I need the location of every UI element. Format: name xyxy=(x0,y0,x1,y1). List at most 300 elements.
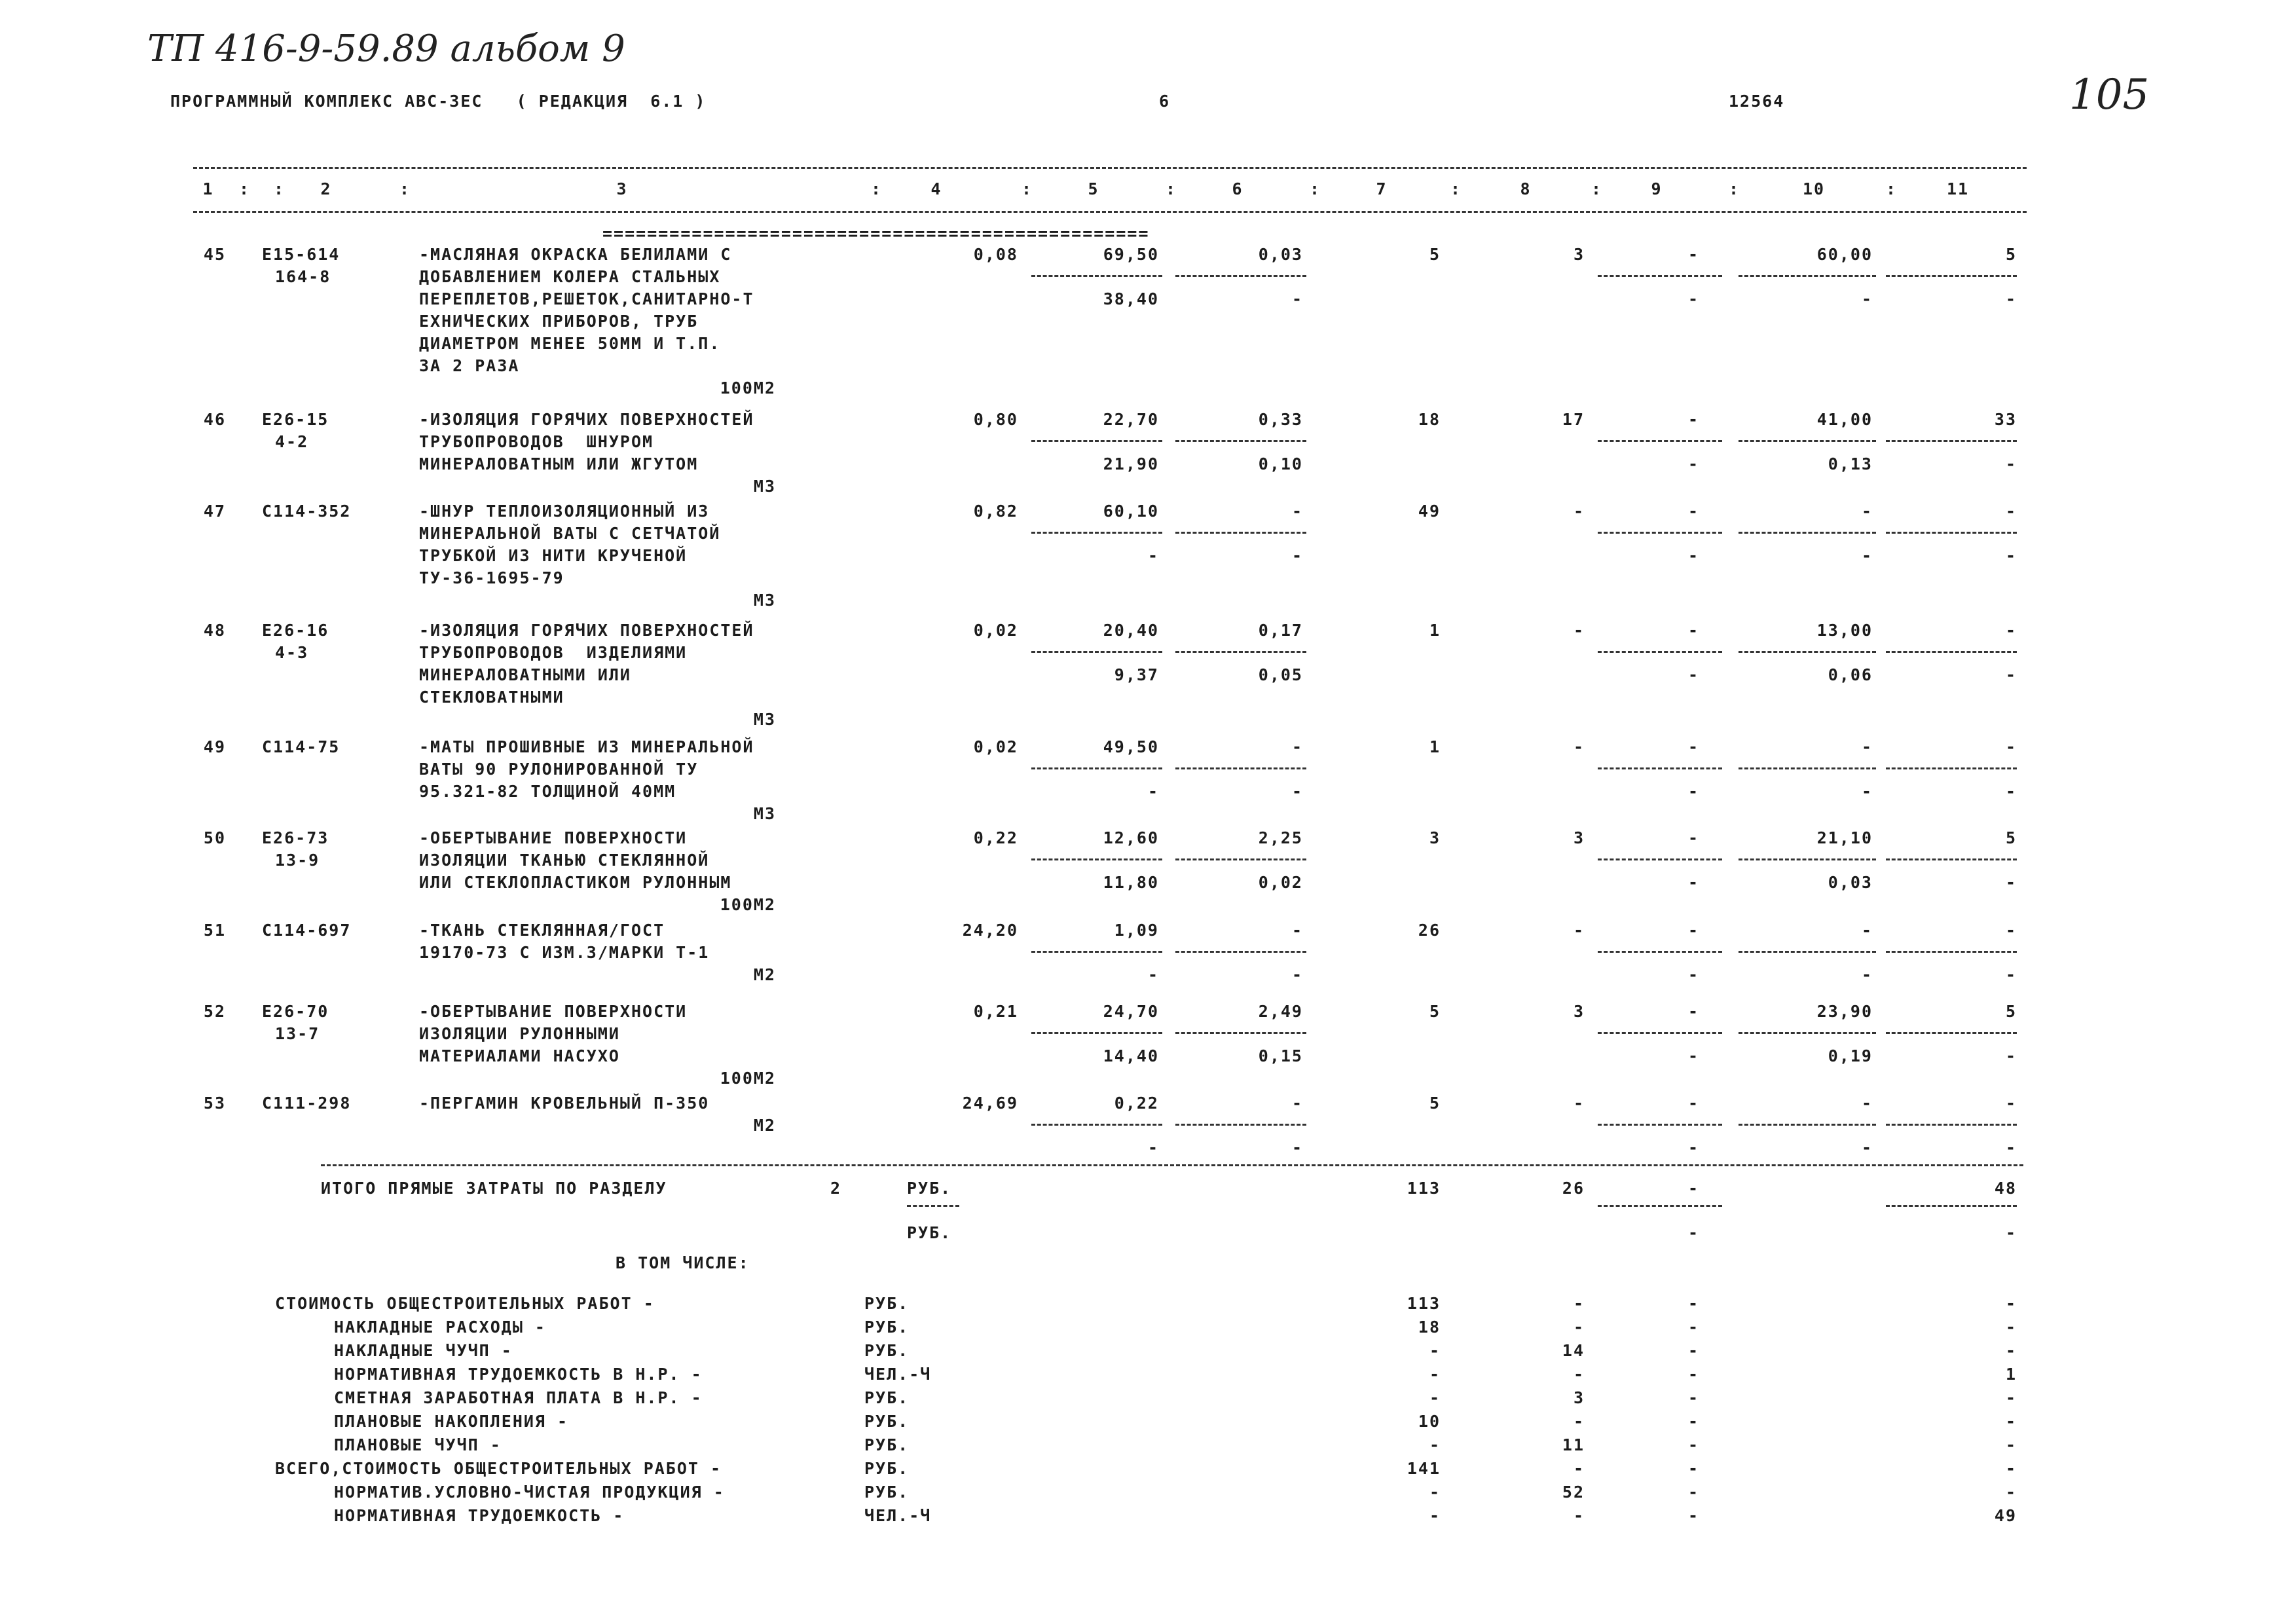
row-description-line: ТРУБОПРОВОДОВ ИЗДЕЛИЯМИ xyxy=(419,643,688,662)
row-number: 52 xyxy=(203,1002,226,1021)
breakdown-label: НОРМАТИВНАЯ ТРУДОЕМКОСТЬ - xyxy=(334,1506,625,1525)
row-col6: 2,49 xyxy=(1258,1002,1303,1021)
breakdown-col11: - xyxy=(2005,1483,2017,1502)
row-col10-wages: 0,19 xyxy=(1828,1046,1873,1065)
subline xyxy=(1031,1032,1162,1034)
breakdown-col7: 18 xyxy=(1418,1318,1441,1337)
row-col6-wages: - xyxy=(1291,289,1303,308)
row-number: 51 xyxy=(203,921,226,940)
subline xyxy=(1031,275,1162,277)
subline xyxy=(1886,532,2017,534)
row-col9-wages: - xyxy=(1687,454,1699,473)
column-header-5: 5 xyxy=(1088,179,1099,198)
row-col6: 0,33 xyxy=(1258,410,1303,429)
row-col10: 23,90 xyxy=(1816,1002,1873,1021)
row-unit-cost: 49,50 xyxy=(1103,737,1159,756)
row-col6: - xyxy=(1291,502,1303,521)
row-col7: 5 xyxy=(1429,1094,1441,1113)
breakdown-col8: - xyxy=(1573,1294,1585,1313)
subline xyxy=(1598,532,1722,534)
row-unit: 100М2 xyxy=(720,1069,776,1088)
row-description-line: ТУ-36-1695-79 xyxy=(419,568,564,587)
column-header-3: 3 xyxy=(616,179,628,198)
sheet-number: 6 xyxy=(1159,92,1171,111)
breakdown-unit: РУБ. xyxy=(864,1294,910,1313)
column-separator: : xyxy=(1166,179,1177,198)
row-quantity: 24,69 xyxy=(962,1094,1018,1113)
breakdown-col9: - xyxy=(1687,1294,1699,1313)
row-col8: 3 xyxy=(1573,1002,1585,1021)
row-description-line: ТРУБОПРОВОДОВ ШНУРОМ xyxy=(419,432,654,451)
subline xyxy=(1175,767,1306,769)
breakdown-col11: - xyxy=(2005,1459,2017,1478)
row-col11-wages: - xyxy=(2005,665,2017,684)
row-unit: М3 xyxy=(753,477,776,496)
row-col11: 5 xyxy=(2005,828,2017,847)
row-description-line: ЗА 2 РАЗА xyxy=(419,356,520,375)
breakdown-col9: - xyxy=(1687,1412,1699,1431)
row-col9-wages: - xyxy=(1687,1046,1699,1065)
row-col8: 17 xyxy=(1562,410,1585,429)
row-col7: 49 xyxy=(1418,502,1441,521)
breakdown-col8: - xyxy=(1573,1459,1585,1478)
row-description-line: -ТКАНЬ СТЕКЛЯННАЯ/ГОСТ xyxy=(419,921,665,940)
row-number: 47 xyxy=(203,502,226,521)
subline xyxy=(1031,858,1162,860)
breakdown-label: НОРМАТИВНАЯ ТРУДОЕМКОСТЬ В Н.Р. - xyxy=(334,1365,703,1384)
row-col11-wages: - xyxy=(2005,454,2017,473)
row-code: С114-697 xyxy=(262,921,352,940)
subline xyxy=(1175,858,1306,860)
row-description-line: -ОБЕРТЫВАНИЕ ПОВЕРХНОСТИ xyxy=(419,828,688,847)
row-col8: - xyxy=(1573,737,1585,756)
breakdown-col7: - xyxy=(1429,1388,1441,1407)
breakdown-unit: РУБ. xyxy=(864,1341,910,1360)
column-header-2: 2 xyxy=(320,179,332,198)
row-description-line: -ШНУР ТЕПЛОИЗОЛЯЦИОННЫЙ ИЗ xyxy=(419,502,710,521)
subline xyxy=(1175,532,1306,534)
row-number: 48 xyxy=(203,621,226,640)
row-description-line: -МАТЫ ПРОШИВНЫЕ ИЗ МИНЕРАЛЬНОЙ xyxy=(419,737,754,756)
breakdown-col9: - xyxy=(1687,1388,1699,1407)
row-code-secondary: 4-2 xyxy=(275,432,309,451)
row-col6-wages: - xyxy=(1291,965,1303,984)
row-col7: 18 xyxy=(1418,410,1441,429)
totals-label: ИТОГО ПРЯМЫЕ ЗАТРАТЫ ПО РАЗДЕЛУ xyxy=(321,1179,667,1198)
breakdown-label: СТОИМОСТЬ ОБЩЕСТРОИТЕЛЬНЫХ РАБОТ - xyxy=(275,1294,655,1313)
row-col6-wages: 0,05 xyxy=(1258,665,1303,684)
row-col10-wages: - xyxy=(1861,782,1873,801)
row-code: Е15-614 xyxy=(262,245,340,264)
row-unit-cost-wages: - xyxy=(1147,965,1159,984)
column-separator: : xyxy=(1310,179,1321,198)
row-quantity: 24,20 xyxy=(962,921,1018,940)
row-col8: - xyxy=(1573,502,1585,521)
breakdown-col8: 3 xyxy=(1573,1388,1585,1407)
row-col10-wages: 0,13 xyxy=(1828,454,1873,473)
row-col10: - xyxy=(1861,502,1873,521)
row-unit-cost-wages: 38,40 xyxy=(1103,289,1159,308)
row-description-line: ДОБАВЛЕНИЕМ КОЛЕРА СТАЛЬНЫХ xyxy=(419,267,721,286)
subline xyxy=(1886,651,2017,653)
column-header-6: 6 xyxy=(1232,179,1243,198)
subline xyxy=(1886,275,2017,277)
row-unit: М2 xyxy=(753,965,776,984)
row-quantity: 0,02 xyxy=(973,737,1018,756)
breakdown-col11: - xyxy=(2005,1341,2017,1360)
row-code: С111-298 xyxy=(262,1094,352,1113)
breakdown-col9: - xyxy=(1687,1506,1699,1525)
subline xyxy=(1175,951,1306,953)
row-col10: 41,00 xyxy=(1816,410,1873,429)
row-number: 50 xyxy=(203,828,226,847)
row-col9-wages: - xyxy=(1687,873,1699,892)
breakdown-label: НАКЛАДНЫЕ РАСХОДЫ - xyxy=(334,1318,546,1337)
row-quantity: 0,80 xyxy=(973,410,1018,429)
column-separator: : xyxy=(274,179,285,198)
row-col11: - xyxy=(2005,1094,2017,1113)
equals-separator: ================================================= xyxy=(602,224,1150,243)
row-col11-wages: - xyxy=(2005,1138,2017,1157)
column-header-1: 1 xyxy=(202,179,214,198)
row-unit-cost-wages: - xyxy=(1147,546,1159,565)
breakdown-label: СМЕТНАЯ ЗАРАБОТНАЯ ПЛАТА В Н.Р. - xyxy=(334,1388,703,1407)
row-unit-cost: 60,10 xyxy=(1103,502,1159,521)
row-unit-cost: 0,22 xyxy=(1114,1094,1159,1113)
row-description-line: МАТЕРИАЛАМИ НАСУХО xyxy=(419,1046,620,1065)
row-col10: 21,10 xyxy=(1816,828,1873,847)
row-code: Е26-16 xyxy=(262,621,329,640)
breakdown-col8: - xyxy=(1573,1318,1585,1337)
row-col11-wages: - xyxy=(2005,782,2017,801)
subline xyxy=(1598,951,1722,953)
row-unit-cost-wages: 14,40 xyxy=(1103,1046,1159,1065)
subline xyxy=(1739,440,1876,442)
row-col8: - xyxy=(1573,1094,1585,1113)
handwritten-page-number: 105 xyxy=(2069,71,2150,119)
breakdown-col8: 14 xyxy=(1562,1341,1585,1360)
totals-subline xyxy=(1886,1205,2017,1207)
row-col8: - xyxy=(1573,621,1585,640)
row-unit-cost: 20,40 xyxy=(1103,621,1159,640)
header-rule-top xyxy=(193,167,2027,169)
subline xyxy=(1598,651,1722,653)
row-code: Е26-73 xyxy=(262,828,329,847)
subline xyxy=(1598,440,1722,442)
subline xyxy=(1739,951,1876,953)
row-col7: 1 xyxy=(1429,737,1441,756)
breakdown-col11: 49 xyxy=(1994,1506,2017,1525)
subline xyxy=(1739,275,1876,277)
handwritten-album-code: ТП 416-9-59.89 альбом 9 xyxy=(147,28,625,70)
breakdown-col7: - xyxy=(1429,1365,1441,1384)
row-description-line: МИНЕРАЛОВАТНЫМ ИЛИ ЖГУТОМ xyxy=(419,454,699,473)
row-code-secondary: 13-9 xyxy=(275,851,320,870)
row-description-line: -ИЗОЛЯЦИЯ ГОРЯЧИХ ПОВЕРХНОСТЕЙ xyxy=(419,621,754,640)
breakdown-col11: - xyxy=(2005,1435,2017,1454)
row-col11: - xyxy=(2005,737,2017,756)
row-unit-cost-wages: 11,80 xyxy=(1103,873,1159,892)
subline xyxy=(1031,440,1162,442)
breakdown-col8: 52 xyxy=(1562,1483,1585,1502)
row-code: С114-352 xyxy=(262,502,352,521)
row-description-line: ДИАМЕТРОМ МЕНЕЕ 50ММ И Т.П. xyxy=(419,334,721,353)
row-col6: 0,17 xyxy=(1258,621,1303,640)
row-col11-wages: - xyxy=(2005,546,2017,565)
breakdown-col9: - xyxy=(1687,1459,1699,1478)
row-description-line: МИНЕРАЛОВАТНЫМИ ИЛИ xyxy=(419,665,631,684)
breakdown-unit: ЧЕЛ.-Ч xyxy=(864,1365,932,1384)
row-col9-wages: - xyxy=(1687,965,1699,984)
row-col9: - xyxy=(1687,245,1699,264)
document-number: 12564 xyxy=(1729,92,1785,111)
subline xyxy=(1598,767,1722,769)
row-description-line: -ПЕРГАМИН КРОВЕЛЬНЫЙ П-350 xyxy=(419,1094,710,1113)
row-description-line: ПЕРЕПЛЕТОВ,РЕШЕТОК,САНИТАРНО-Т xyxy=(419,289,754,308)
row-col10-wages: - xyxy=(1861,289,1873,308)
subline xyxy=(1739,1032,1876,1034)
subline xyxy=(1886,858,2017,860)
row-col10: - xyxy=(1861,737,1873,756)
breakdown-col8: - xyxy=(1573,1365,1585,1384)
row-col9-wages: - xyxy=(1687,782,1699,801)
row-col6: 2,25 xyxy=(1258,828,1303,847)
subline xyxy=(1739,767,1876,769)
breakdown-unit: ЧЕЛ.-Ч xyxy=(864,1506,932,1525)
row-quantity: 0,02 xyxy=(973,621,1018,640)
row-description-line: 19170-73 С ИЗМ.3/МАРКИ Т-1 xyxy=(419,943,710,962)
row-unit-cost: 22,70 xyxy=(1103,410,1159,429)
breakdown-col11: 1 xyxy=(2005,1365,2017,1384)
breakdown-unit: РУБ. xyxy=(864,1318,910,1337)
subline xyxy=(1175,651,1306,653)
subline xyxy=(1175,440,1306,442)
breakdown-col9: - xyxy=(1687,1435,1699,1454)
breakdown-label: НОРМАТИВ.УСЛОВНО-ЧИСТАЯ ПРОДУКЦИЯ - xyxy=(334,1483,725,1502)
row-unit: М2 xyxy=(753,1116,776,1135)
subline xyxy=(1739,858,1876,860)
row-col11: - xyxy=(2005,621,2017,640)
row-number: 49 xyxy=(203,737,226,756)
row-unit: М3 xyxy=(753,591,776,610)
row-col9-wages: - xyxy=(1687,1138,1699,1157)
row-unit-cost-wages: - xyxy=(1147,1138,1159,1157)
totals-subline xyxy=(1598,1205,1722,1207)
row-col9: - xyxy=(1687,737,1699,756)
row-col6-wages: - xyxy=(1291,546,1303,565)
row-col9: - xyxy=(1687,1002,1699,1021)
breakdown-col9: - xyxy=(1687,1483,1699,1502)
row-col10-wages: 0,06 xyxy=(1828,665,1873,684)
row-col10-wages: 0,03 xyxy=(1828,873,1873,892)
breakdown-label: ПЛАНОВЫЕ ЧУЧП - xyxy=(334,1435,502,1454)
column-separator: : xyxy=(1729,179,1740,198)
breakdown-col8: 11 xyxy=(1562,1435,1585,1454)
breakdown-unit: РУБ. xyxy=(864,1435,910,1454)
totals-col7: 113 xyxy=(1407,1179,1441,1198)
subline xyxy=(1598,275,1722,277)
totals-col11: 48 xyxy=(1994,1179,2017,1198)
row-col11: - xyxy=(2005,921,2017,940)
totals-col8: 26 xyxy=(1562,1179,1585,1198)
header-rule-bottom xyxy=(193,211,2027,213)
subline xyxy=(1886,1124,2017,1126)
column-header-11: 11 xyxy=(1946,179,1970,198)
row-col10-wages: - xyxy=(1861,546,1873,565)
subline xyxy=(1175,275,1306,277)
totals-unit-secondary: РУБ. xyxy=(907,1223,952,1242)
row-col9: - xyxy=(1687,828,1699,847)
row-col11-wages: - xyxy=(2005,1046,2017,1065)
row-quantity: 0,08 xyxy=(973,245,1018,264)
row-col8: - xyxy=(1573,921,1585,940)
row-col8: 3 xyxy=(1573,828,1585,847)
breakdown-col7: 141 xyxy=(1407,1459,1441,1478)
row-col7: 26 xyxy=(1418,921,1441,940)
subline xyxy=(1031,951,1162,953)
subline xyxy=(1886,1032,2017,1034)
column-separator: : xyxy=(1591,179,1603,198)
subline xyxy=(1031,767,1162,769)
subline xyxy=(1598,1032,1722,1034)
row-description-line: ИЗОЛЯЦИИ РУЛОННЫМИ xyxy=(419,1024,620,1043)
column-header-8: 8 xyxy=(1520,179,1532,198)
breakdown-col7: 10 xyxy=(1418,1412,1441,1431)
row-col10: - xyxy=(1861,921,1873,940)
row-unit: М3 xyxy=(753,710,776,729)
breakdown-col9: - xyxy=(1687,1318,1699,1337)
row-number: 45 xyxy=(203,245,226,264)
row-code: Е26-70 xyxy=(262,1002,329,1021)
breakdown-unit: РУБ. xyxy=(864,1459,910,1478)
row-col11-wages: - xyxy=(2005,289,2017,308)
totals-col11-secondary: - xyxy=(2005,1223,2017,1242)
row-col10: 60,00 xyxy=(1816,245,1873,264)
breakdown-col7: - xyxy=(1429,1341,1441,1360)
row-col6: - xyxy=(1291,737,1303,756)
row-col6: - xyxy=(1291,1094,1303,1113)
breakdown-col7: 113 xyxy=(1407,1294,1441,1313)
row-col9: - xyxy=(1687,502,1699,521)
column-separator: : xyxy=(1450,179,1462,198)
row-col10: - xyxy=(1861,1094,1873,1113)
column-separator: : xyxy=(1021,179,1033,198)
row-unit-cost-wages: - xyxy=(1147,782,1159,801)
row-code-secondary: 4-3 xyxy=(275,643,309,662)
subline xyxy=(1031,1124,1162,1126)
row-col6-wages: - xyxy=(1291,782,1303,801)
breakdown-unit: РУБ. xyxy=(864,1483,910,1502)
row-col11: 33 xyxy=(1994,410,2017,429)
row-col9: - xyxy=(1687,921,1699,940)
breakdown-col8: - xyxy=(1573,1412,1585,1431)
row-col9: - xyxy=(1687,1094,1699,1113)
row-col9: - xyxy=(1687,621,1699,640)
row-col8: 3 xyxy=(1573,245,1585,264)
subline xyxy=(1598,858,1722,860)
row-unit: 100М2 xyxy=(720,895,776,914)
totals-unit: РУБ. xyxy=(907,1179,952,1198)
totals-rule xyxy=(321,1164,2023,1166)
breakdown-col8: - xyxy=(1573,1506,1585,1525)
totals-col9: - xyxy=(1687,1179,1699,1198)
row-quantity: 0,22 xyxy=(973,828,1018,847)
row-quantity: 0,82 xyxy=(973,502,1018,521)
subline xyxy=(1175,1124,1306,1126)
row-col6-wages: 0,02 xyxy=(1258,873,1303,892)
row-col9-wages: - xyxy=(1687,546,1699,565)
row-unit-cost-wages: 21,90 xyxy=(1103,454,1159,473)
subline xyxy=(1886,440,2017,442)
breakdown-unit: РУБ. xyxy=(864,1412,910,1431)
subline xyxy=(1031,532,1162,534)
row-number: 46 xyxy=(203,410,226,429)
breakdown-col7: - xyxy=(1429,1506,1441,1525)
breakdown-col9: - xyxy=(1687,1341,1699,1360)
breakdown-label: НАКЛАДНЫЕ ЧУЧП - xyxy=(334,1341,513,1360)
row-col6-wages: 0,10 xyxy=(1258,454,1303,473)
row-unit-cost: 1,09 xyxy=(1114,921,1159,940)
subline xyxy=(1886,951,2017,953)
row-code: Е26-15 xyxy=(262,410,329,429)
row-unit: 100М2 xyxy=(720,378,776,397)
column-header-9: 9 xyxy=(1651,179,1663,198)
row-col10-wages: - xyxy=(1861,1138,1873,1157)
breakdown-unit: РУБ. xyxy=(864,1388,910,1407)
row-description-line: СТЕКЛОВАТНЫМИ xyxy=(419,688,564,707)
breakdown-label: ВСЕГО,СТОИМОСТЬ ОБЩЕСТРОИТЕЛЬНЫХ РАБОТ - xyxy=(275,1459,722,1478)
row-col10-wages: - xyxy=(1861,965,1873,984)
breakdown-col11: - xyxy=(2005,1412,2017,1431)
row-col10: 13,00 xyxy=(1816,621,1873,640)
row-col6: - xyxy=(1291,921,1303,940)
program-header: ПРОГРАММНЫЙ КОМПЛЕКС АВС-3ЕС ( РЕДАКЦИЯ 6.1 ) xyxy=(170,92,707,111)
totals-section: 2 xyxy=(830,1179,841,1198)
row-col6-wages: - xyxy=(1291,1138,1303,1157)
row-description-line: -ИЗОЛЯЦИЯ ГОРЯЧИХ ПОВЕРХНОСТЕЙ xyxy=(419,410,754,429)
subline xyxy=(1175,1032,1306,1034)
column-separator: : xyxy=(1886,179,1898,198)
breakdown-label: ПЛАНОВЫЕ НАКОПЛЕНИЯ - xyxy=(334,1412,569,1431)
column-separator: : xyxy=(871,179,883,198)
row-quantity: 0,21 xyxy=(973,1002,1018,1021)
subline xyxy=(1886,767,2017,769)
breakdown-col11: - xyxy=(2005,1388,2017,1407)
row-description-line: ТРУБКОЙ ИЗ НИТИ КРУЧЕНОЙ xyxy=(419,546,688,565)
subline xyxy=(1739,532,1876,534)
row-code: С114-75 xyxy=(262,737,340,756)
column-separator: : xyxy=(399,179,411,198)
totals-subline xyxy=(907,1205,959,1207)
breakdown-col9: - xyxy=(1687,1365,1699,1384)
row-col9-wages: - xyxy=(1687,289,1699,308)
breakdown-col7: - xyxy=(1429,1483,1441,1502)
breakdown-col7: - xyxy=(1429,1435,1441,1454)
row-col9: - xyxy=(1687,410,1699,429)
row-col7: 5 xyxy=(1429,1002,1441,1021)
row-col6: 0,03 xyxy=(1258,245,1303,264)
row-col11: 5 xyxy=(2005,245,2017,264)
subline xyxy=(1739,1124,1876,1126)
column-header-7: 7 xyxy=(1376,179,1388,198)
row-description-line: ИЗОЛЯЦИИ ТКАНЬЮ СТЕКЛЯННОЙ xyxy=(419,851,710,870)
row-description-line: -МАСЛЯНАЯ ОКРАСКА БЕЛИЛАМИ С xyxy=(419,245,732,264)
row-description-line: ВАТЫ 90 РУЛОНИРОВАННОЙ ТУ xyxy=(419,760,699,779)
subline xyxy=(1739,651,1876,653)
column-separator: : xyxy=(239,179,251,198)
row-description-line: ЕХНИЧЕСКИХ ПРИБОРОВ, ТРУБ xyxy=(419,312,699,331)
row-unit-cost: 12,60 xyxy=(1103,828,1159,847)
